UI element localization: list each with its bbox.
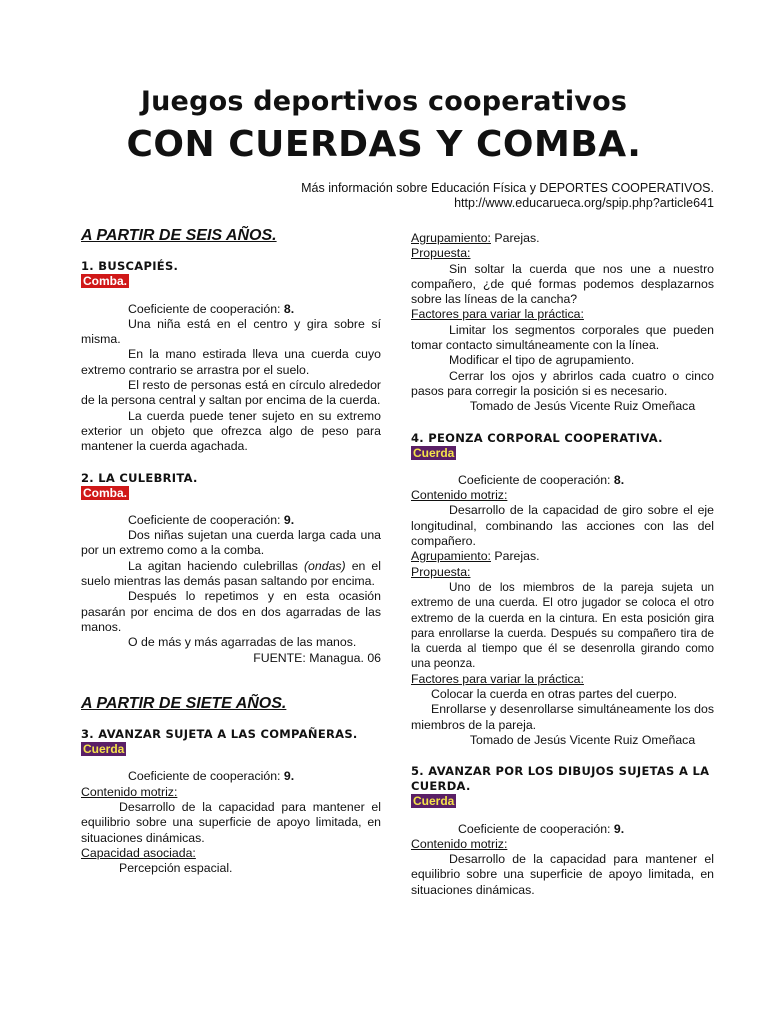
game3-tag: Cuerda: [83, 742, 125, 757]
coef-label: Coeficiente de cooperación:: [128, 301, 284, 316]
agr-value: Parejas.: [490, 549, 540, 564]
g3-prop: Sin soltar la cuerda que nos une a nuestro compañero, ¿de qué formas podemos desplazarnos sobre las líneas de la cancha?: [411, 261, 714, 307]
agr-label: Agrupamiento:: [411, 231, 491, 245]
game1-p3: El resto de personas está en círculo alrededor de la persona central y saltan por encima de la cuerda.: [81, 378, 381, 408]
right-column: [411, 231, 714, 898]
g3-credit: Tomado de Jesús Vicente Ruiz Omeñaca: [469, 399, 696, 414]
game3-cap: Percepción espacial.: [119, 861, 233, 876]
game3-motor: Desarrollo de la capacidad para mantener el equilibrio sobre una superficie de apoyo limitada, en situaciones dinámicas.: [81, 800, 381, 845]
page-title-line2: CON CUERDAS Y COMBA.: [126, 124, 642, 165]
game5-tag: Cuerda: [413, 794, 455, 809]
game2-coef: [81, 513, 381, 528]
game5-title: 5. AVANZAR POR LOS DIBUJOS SUJETAS A LA CUERDA.: [411, 764, 710, 794]
info-block: [301, 181, 714, 211]
game4-prop: Uno de los miembros de la pareja sujeta un extremo de una cuerda. El otro jugador se coloca el otro extremo de la cuerda en la cintura. En esta posición gira para enrollarse la cuerda. Después su compañero tira de la cuerda al tiempo que él se desenrolla girando como una peonza.: [411, 580, 714, 671]
game4-coef: [411, 473, 714, 488]
game1-title: 1. BUSCAPIÉS.: [81, 259, 179, 274]
game4-motor-label: Contenido motriz:: [411, 488, 508, 503]
game4-fact-label: Factores para variar la práctica:: [411, 671, 584, 686]
game4-credit: Tomado de Jesús Vicente Ruiz Omeñaca: [469, 732, 696, 747]
game4-f2: Enrollarse y desenrollarse simultáneamente los dos miembros de la pareja.: [411, 702, 714, 732]
g3-f3: Cerrar los ojos y abrirlos cada cuatro o cinco pasos para corregir la posición si es necesario.: [411, 368, 714, 398]
agr-label: Agrupamiento:: [411, 549, 491, 564]
page-title-line1: Juegos deportivos cooperativos: [140, 86, 628, 117]
game2-p2: [81, 559, 381, 590]
game4-f1: Colocar la cuerda en otras partes del cuerpo.: [431, 687, 678, 702]
coef-label: Coeficiente de cooperación:: [128, 769, 284, 784]
game2-p3: Después lo repetimos y en esta ocasión pasarán por encima de dos en dos agarradas de las manos.: [81, 589, 381, 634]
game2-title: 2. LA CULEBRITA.: [81, 470, 198, 485]
game1-p4: La cuerda puede tener sujeto en su extremo exterior un objeto que ofrezca algo de peso para mantener la cuerda agachada.: [81, 408, 381, 454]
p2-c: en el suelo mientras las demás pasan saltando por encima.: [81, 558, 381, 589]
coef-value: 8.: [613, 472, 625, 487]
game4-tag: Cuerda: [413, 445, 455, 460]
game1-p1: Una niña está en el centro y gira sobre sí misma.: [81, 316, 381, 347]
coef-value: 9.: [613, 821, 625, 836]
game3-motor-label: Contenido motriz:: [81, 784, 178, 799]
game2-source: FUENTE: Managua. 06: [253, 650, 381, 665]
game3-cap-label: Capacidad asociada:: [81, 845, 196, 860]
g3-prop-label: Propuesta:: [411, 246, 471, 261]
coef-label: Coeficiente de cooperación:: [458, 821, 614, 836]
game1-p2: En la mano estirada lleva una cuerda cuyo extremo contrario se arrastra por el suelo.: [81, 347, 381, 377]
game3-coef: [81, 769, 381, 784]
section-six-years: A PARTIR DE SEIS AÑOS.: [81, 227, 277, 244]
coef-value: 9.: [283, 769, 295, 784]
game2-p4: O de más y más agarradas de las manos.: [128, 635, 357, 650]
game4-prop-label: Propuesta:: [411, 564, 471, 579]
game4-agr: [411, 549, 714, 564]
left-column: [81, 228, 381, 877]
section-seven-years: A PARTIR DE SIETE AÑOS.: [81, 694, 287, 712]
info-line: Más información sobre Educación Física y DEPORTES COOPERATIVOS.: [301, 181, 714, 195]
coef-value: 9.: [283, 512, 295, 527]
game4-title: 4. PEONZA CORPORAL COOPERATIVA.: [411, 430, 663, 445]
info-url-link[interactable]: http://www.educarueca.org/spip.php?article641: [454, 196, 714, 210]
game2-p1: Dos niñas sujetan una cuerda larga cada una por un extremo como a la comba.: [81, 528, 381, 558]
game2-tag: Comba.: [83, 485, 128, 500]
g3-fact-label: Factores para variar la práctica:: [411, 307, 584, 322]
p2-a: La agitan haciendo culebrillas: [128, 558, 304, 573]
game5-motor-label: Contenido motriz:: [411, 836, 508, 851]
g3-f2: Modificar el tipo de agrupamiento.: [449, 353, 635, 368]
game1-tag: Comba.: [83, 274, 128, 289]
coef-label: Coeficiente de cooperación:: [128, 512, 284, 527]
coef-label: Coeficiente de cooperación:: [458, 472, 614, 487]
coef-value: 8.: [283, 301, 295, 316]
agr-value: Parejas.: [490, 231, 540, 245]
game5-coef: [411, 822, 714, 837]
g3-f1: Limitar los segmentos corporales que pueden tomar contacto simultáneamente con la línea.: [411, 322, 714, 353]
game1-coef: [81, 302, 381, 317]
game4-motor: Desarrollo de la capacidad de giro sobre el eje longitudinal, combinando las acciones con las del compañero.: [411, 503, 714, 549]
game3-title: 3. AVANZAR SUJETA A LAS COMPAÑERAS.: [81, 727, 358, 742]
g3-agr: [411, 231, 714, 246]
game5-motor: Desarrollo de la capacidad para mantener el equilibrio sobre una superficie de apoyo limitada, en situaciones dinámicas.: [411, 852, 714, 897]
p2-b: (ondas): [303, 558, 346, 573]
